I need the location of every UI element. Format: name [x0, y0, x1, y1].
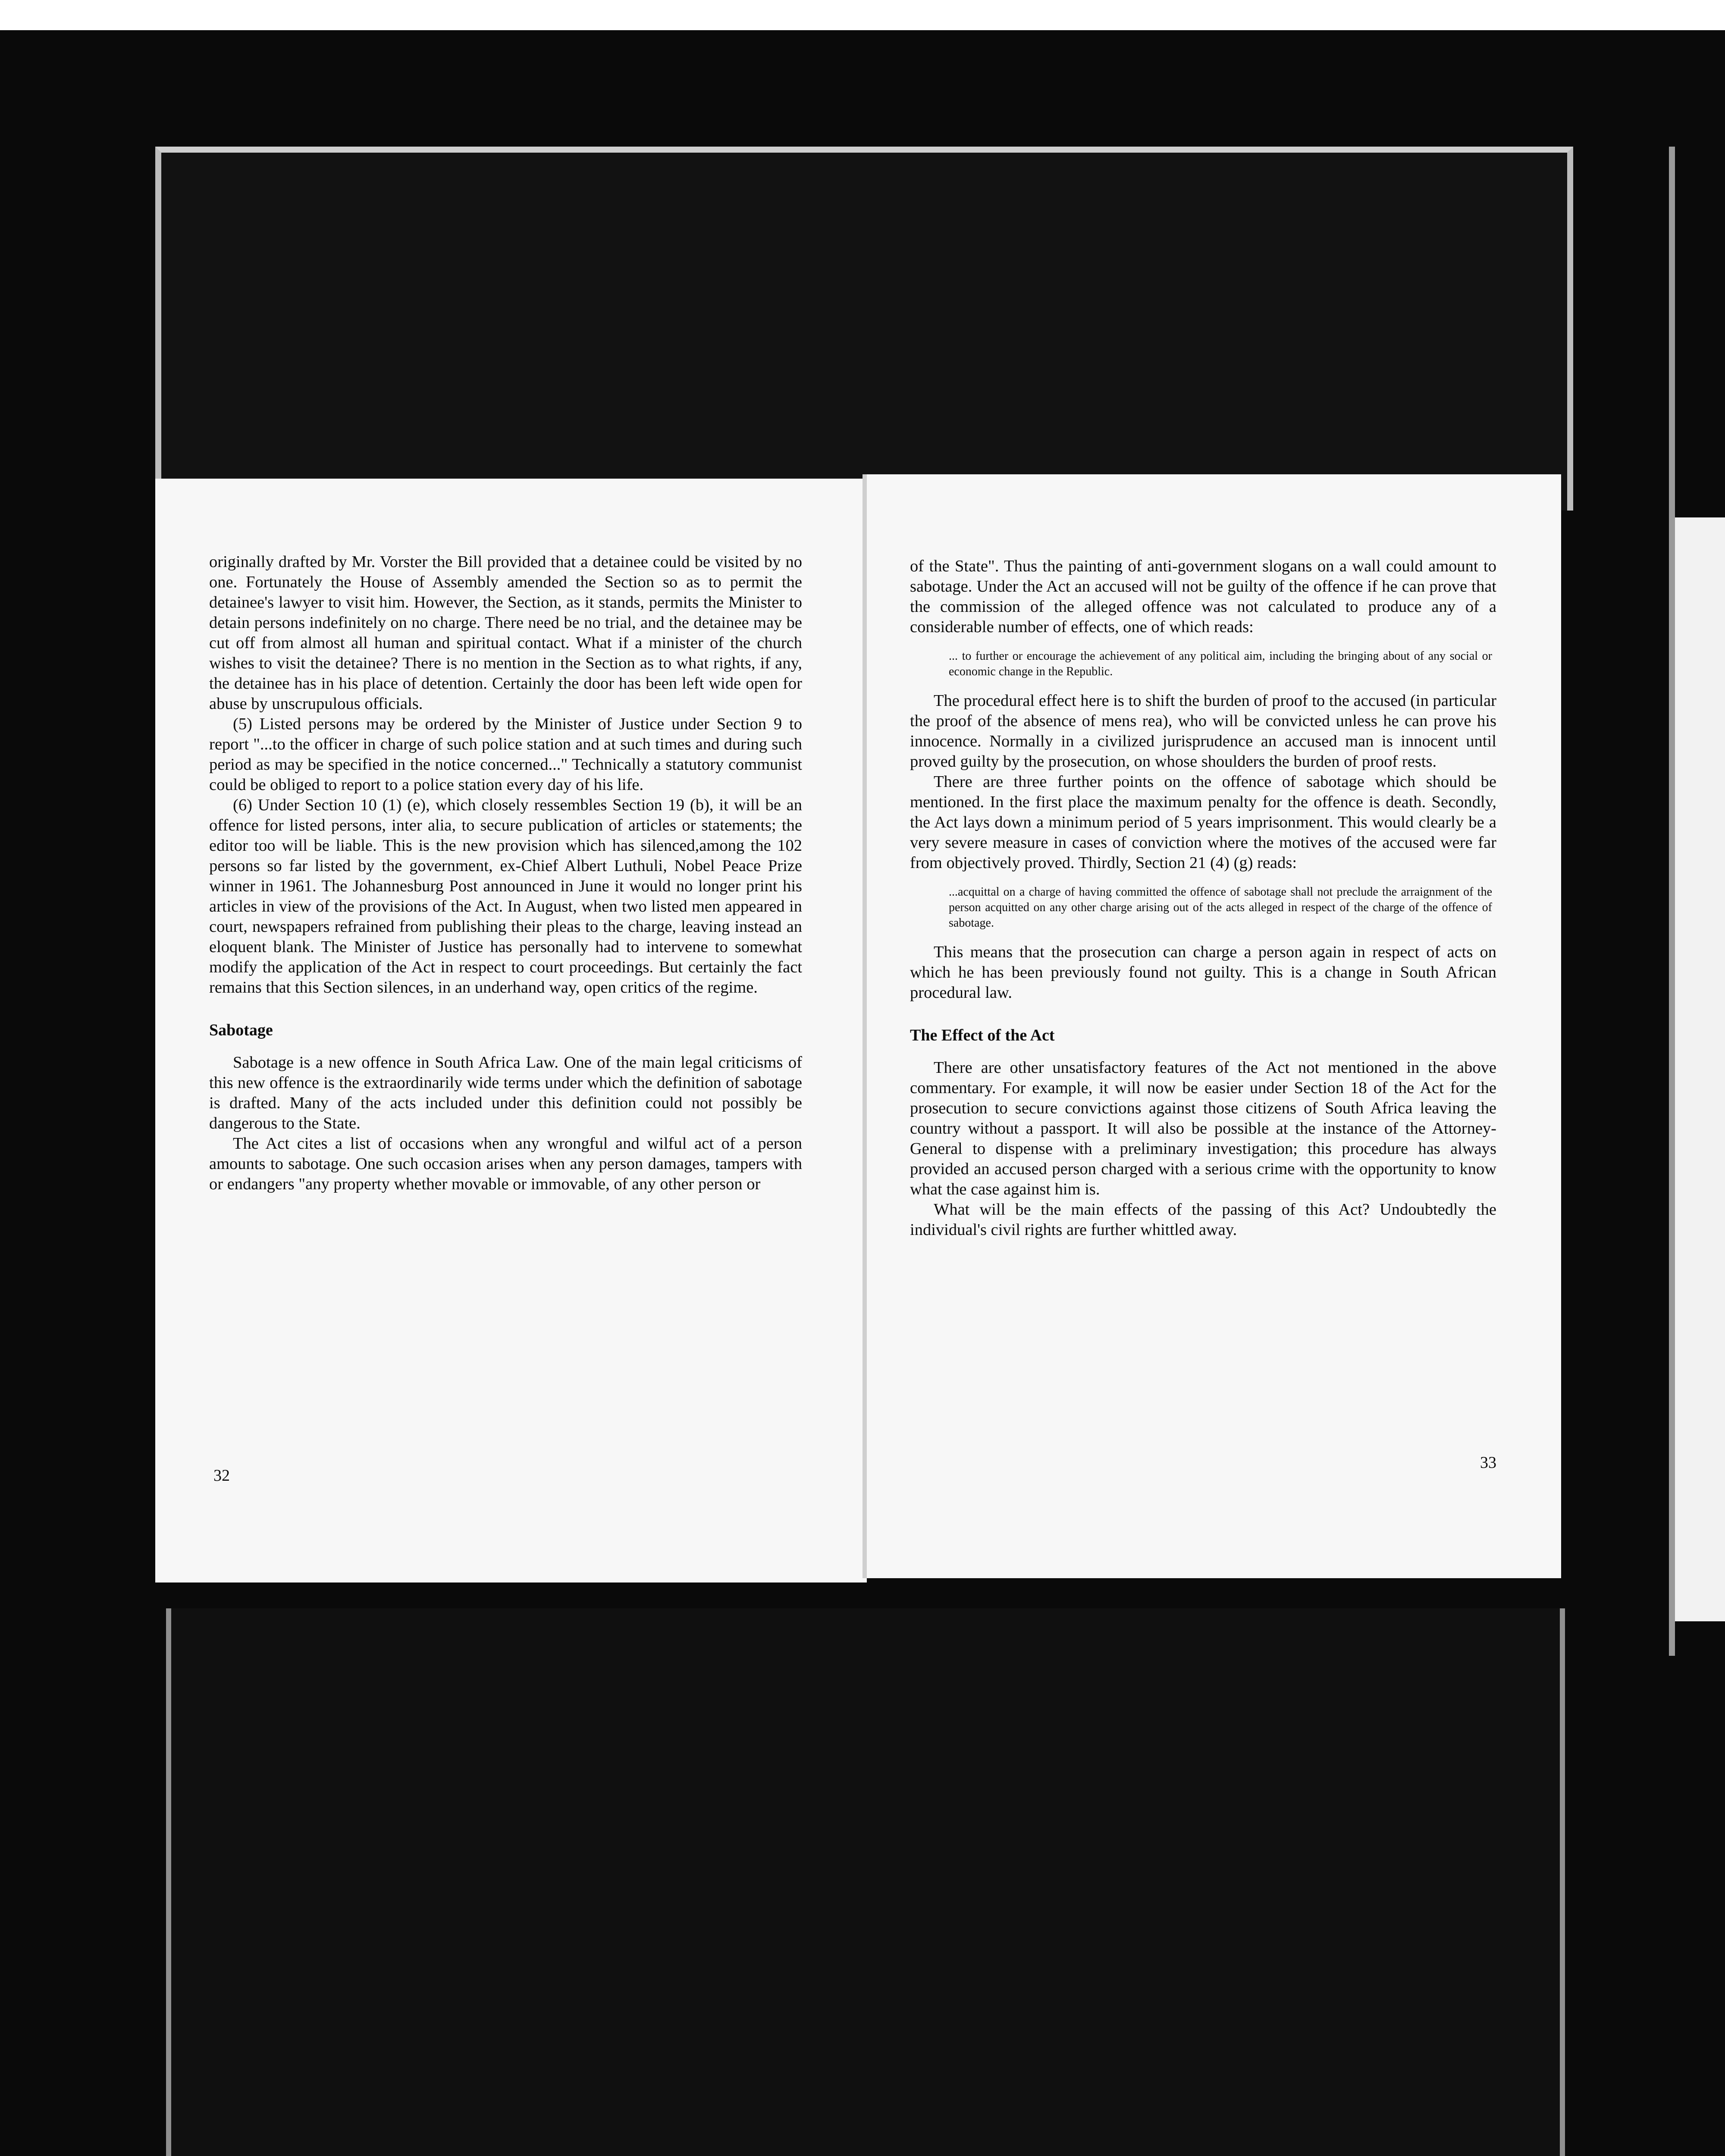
paragraph: The procedural effect here is to shift the burden of proof to the accused (in particular the proof of the absence of mens rea), who will be convicted unless he can prove his innocence. Normally in a civilized jurisprudence an accused man is innocent until proved guilty by the prosecution, on whose shoulders the burden of proof rests.	[910, 692, 1496, 771]
block-quote: ... to further or encourage the achievement of any political aim, including the bringing about of any social or economic change in the Republic.	[949, 649, 1492, 678]
right-page	[867, 474, 1561, 1578]
right-page-text	[910, 556, 1496, 1240]
frame-top-area	[155, 147, 1573, 511]
page-number: 33	[1480, 1454, 1496, 1472]
paragraph: The Act cites a list of occasions when any wrongful and wilful act of a person amounts to sabotage. One such occasion arises when any person damages, tampers with or endangers "any property whether movable or immovable, of any other person or	[209, 1134, 802, 1193]
page-number: 32	[213, 1467, 230, 1485]
frame-bottom-area	[166, 1608, 1565, 2156]
block-quote: ...acquittal on a charge of having committed the offence of sabotage shall not preclude the arraignment of the person acquitted on any other charge arising out of the acts alleged in respect of the charge of the offence of sabotage.	[949, 885, 1492, 930]
paragraph: This means that the prosecution can charge a person again in respect of acts on which he has been previously found not guilty. This is a change in South African procedural law.	[910, 943, 1496, 1002]
left-page	[155, 479, 867, 1583]
paragraph: originally drafted by Mr. Vorster the Bill provided that a detainee could be visited by no one. Fortunately the House of Assembly amended the Section so as to permit the detainee's lawyer to visit him. However, the Section, as it stands, permits the Minister to detain persons indefinitely on no charge. There need be no trial, and the detainee may be cut off from almost all human and spiritual contact. What if a minister of the church wishes to visit the detainee? There is no mention in the Section as to what rights, if any, the detainee has in his place of detention. Certainly the door has been left wide open for abuse by unscrupulous officials.	[209, 553, 802, 713]
adjacent-page-strip	[1675, 517, 1725, 1621]
paragraph: (6) Under Section 10 (1) (e), which closely ressembles Section 19 (b), it will be an offence for listed persons, inter alia, to secure publication of articles or statements; the editor too will be liable. This is the new provision which has silenced,among the 102 persons so far listed by the government, ex-Chief Albert Luthuli, Nobel Peace Prize winner in 1961. The Johannesburg Post announced in June it would no longer print his articles in view of the provisions of the Act. In August, when two listed men appeared in court, newspapers refrained from publishing their pleas to the charge, leaving instead an eloquent blank. The Minister of Justice has personally had to intervene to somewhat modify the application of the Act in respect to court proceedings. But certainly the fact remains that this Section silences, in an underhand way, open critics of the regime.	[209, 796, 802, 997]
paragraph: What will be the main effects of the passing of this Act? Undoubtedly the individual's civil rights are further whittled away.	[910, 1200, 1496, 1239]
paragraph: Sabotage is a new offence in South Africa Law. One of the main legal criticisms of this new offence is the extraordinarily wide terms under which the definition of sabotage is drafted. Many of the acts included under this definition could not possibly be dangerous to the State.	[209, 1053, 802, 1132]
paragraph: There are other unsatisfactory features of the Act not mentioned in the above commentary. For example, it will now be easier under Section 18 of the Act for the prosecution to secure convictions against those citizens of South Africa leaving the country without a passport. It will also be possible at the instance of the Attorney-General to dispense with a preliminary investigation; this procedure has always provided an accused person charged with a serious crime with the opportunity to know what the case against him is.	[910, 1059, 1496, 1198]
left-page-text	[209, 552, 802, 1194]
section-heading: Sabotage	[209, 1021, 273, 1039]
section-heading: The Effect of the Act	[910, 1026, 1055, 1044]
paragraph: of the State". Thus the painting of anti-government slogans on a wall could amount to sabotage. Under the Act an accused will not be guilty of the offence if he can prove that the commission of the alleged offence was not calculated to produce any of a considerable number of effects, one of which reads:	[910, 557, 1496, 636]
paragraph: (5) Listed persons may be ordered by the Minister of Justice under Section 9 to report "...to the officer in charge of such police station and at such times and during such period as may be specified in the notice concerned..." Technically a statutory communist could be obliged to report to a police station every day of his life.	[209, 715, 802, 794]
paragraph: There are three further points on the offence of sabotage which should be mentioned. In the first place the maximum penalty for the offence is death. Secondly, the Act lays down a minimum period of 5 years imprisonment. This would clearly be a very severe measure in cases of conviction where the motives of the accused were far from objectively proved. Thirdly, Section 21 (4) (g) reads:	[910, 773, 1496, 872]
